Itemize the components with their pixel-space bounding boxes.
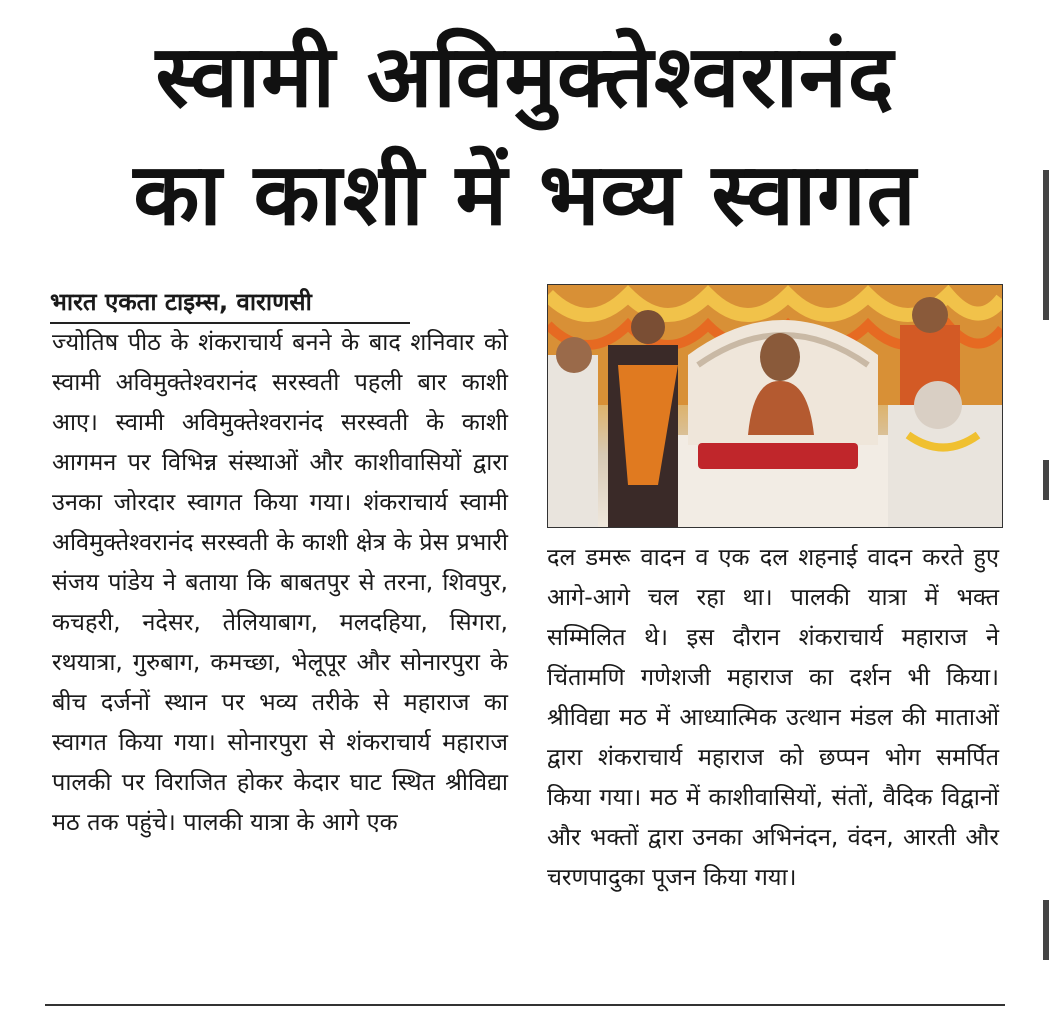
edge-mark: [1043, 900, 1049, 960]
article-column-2: दल डमरू वादन व एक दल शहनाई वादन करते हुए आगे-आगे चल रहा था। पालकी यात्रा में भक्त सम्मिलित थे। इस दौरान शंकराचार्य महाराज ने चिंतामणि गणेशजी महाराज का दर्शन भी किया। श्रीविद्या मठ में आध्यात्मिक उत्थान मंडल की माताओं द्वारा शंकराचार्य महाराज को छप्पन भोग समर्पित किया गया। मठ में काशीवासियों, संतों, वैदिक विद्वानों और भक्तों द्वारा उनका अभिनंदन, वंदन, आरती और चरणपादुका पूजन किया गया।: [547, 543, 999, 891]
article-column-1: ज्योतिष पीठ के शंकराचार्य बनने के बाद शनिवार को स्वामी अविमुक्तेश्वरानंद सरस्वती पहली बार काशी आए। स्वामी अविमुक्तेश्वरानंद सरस्वती के काशी आगमन पर विभिन्न संस्थाओं और काशीवासियों द्वारा उनका जोरदार स्वागत किया गया। शंकराचार्य स्वामी अविमुक्तेश्वरानंद सरस्वती के काशी क्षेत्र के प्रेस प्रभारी संजय पांडेय ने बताया कि बाबतपुर से तरना, शिवपुर, कचहरी, नदेसर, तेलियाबाग, मलदहिया, सिगरा, रथयात्रा, गुरुबाग, कमच्छा, भेलूपूर और सोनारपुरा के बीच दर्जनों स्थान पर भव्य तरीके से महाराज का स्वागत किया गया। सोनारपुरा से शंकराचार्य महाराज पालकी पर विराजित होकर केदार घाट स्थित श्रीविद्या मठ तक पहुंचे। पालकी यात्रा के आगे एक: [52, 328, 508, 836]
bottom-rule: [45, 1004, 1005, 1006]
edge-mark: [1043, 170, 1049, 320]
headline-line-1: स्वामी अविमुक्तेश्वरानंद: [155, 27, 895, 127]
headline-line-2: का काशी में भव्य स्वागत: [133, 145, 917, 245]
edge-mark: [1043, 460, 1049, 500]
news-photo-icon: [547, 284, 1003, 528]
dateline: भारत एकता टाइम्स, वाराणसी: [50, 288, 410, 324]
